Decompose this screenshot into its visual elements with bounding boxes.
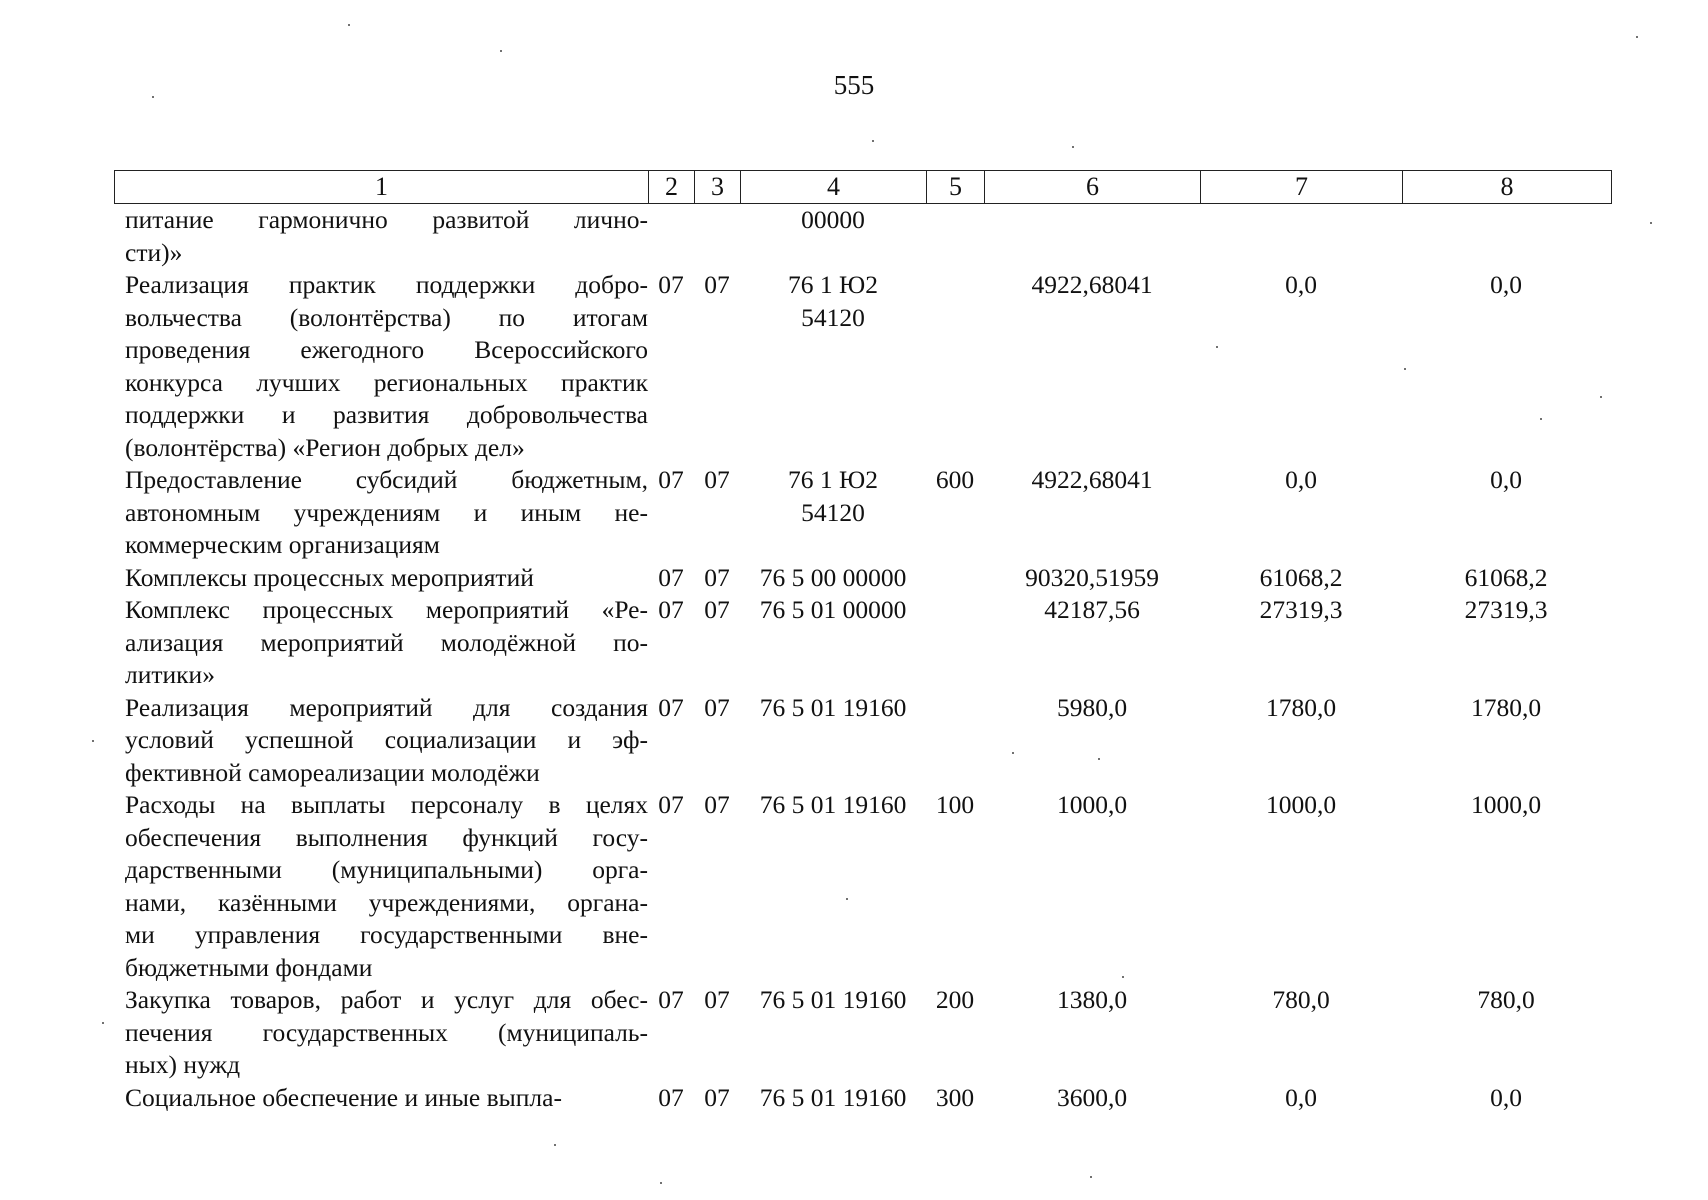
row-subsection: 07 xyxy=(704,692,730,722)
row-amount-col7: 0,0 xyxy=(1285,270,1317,299)
row-target-code xyxy=(740,984,926,1017)
row-name-line: печения государственных (муниципаль- xyxy=(125,1017,648,1047)
scan-speck xyxy=(348,24,350,26)
row-target-code-line: 76 5 01 00000 xyxy=(759,595,907,624)
scan-speck xyxy=(846,898,848,900)
row-amount-col6: 3600,0 xyxy=(1056,1082,1128,1112)
row-name-line: Комплекс процессных мероприятий «Ре- xyxy=(125,595,648,624)
row-amount-col8: 0,0 xyxy=(1490,465,1522,494)
row-name-line: поддержки и развития добровольчества xyxy=(125,400,648,429)
row-amount-col7: 780,0 xyxy=(1272,985,1330,1014)
row-amount-col8: 1000,0 xyxy=(1470,790,1542,819)
row-amount-col8: 780,0 xyxy=(1477,985,1535,1014)
row-name xyxy=(114,562,648,595)
row-name xyxy=(114,204,648,269)
row-name xyxy=(114,984,648,1082)
scan-speck xyxy=(660,1182,662,1184)
row-name-line: ных) нужд xyxy=(125,1050,241,1079)
row-target-code-line: 76 5 01 19160 xyxy=(759,985,907,1014)
table-row xyxy=(114,594,1612,692)
scan-speck xyxy=(872,140,874,142)
header-col-4: 4 xyxy=(741,171,927,203)
scan-speck xyxy=(1072,146,1074,148)
table-row xyxy=(114,789,1612,984)
row-target-code-line: 54120 xyxy=(801,302,865,332)
row-subsection: 07 xyxy=(704,270,730,299)
header-col-6: 6 xyxy=(985,171,1201,203)
row-expense-type: 100 xyxy=(935,790,975,819)
table-row xyxy=(114,562,1612,595)
row-section: 07 xyxy=(658,985,684,1014)
table-row xyxy=(114,1082,1612,1115)
row-amount-col6: 4922,68041 xyxy=(1031,270,1153,299)
header-col-7: 7 xyxy=(1201,171,1403,203)
row-section: 07 xyxy=(658,790,684,819)
row-section: 07 xyxy=(658,595,684,624)
row-expense-type: 300 xyxy=(935,1082,975,1112)
row-amount-col6: 1000,0 xyxy=(1056,790,1128,819)
row-name-line: Предоставление субсидий бюджетным, xyxy=(125,465,648,494)
scan-speck xyxy=(102,1022,104,1024)
row-section: 07 xyxy=(658,270,684,299)
row-name-line: питание гармонично развитой лично- xyxy=(125,205,648,234)
row-section: 07 xyxy=(658,562,684,592)
row-amount-col6: 1380,0 xyxy=(1056,985,1128,1014)
row-target-code xyxy=(740,692,926,725)
row-name-line: ми управления государственными вне- xyxy=(125,920,648,949)
row-name-line: бюджетными фондами xyxy=(125,952,373,982)
row-target-code-line: 76 5 01 19160 xyxy=(759,692,907,722)
row-amount-col7: 0,0 xyxy=(1285,465,1317,494)
row-target-code-line: 76 1 Ю2 xyxy=(788,270,878,299)
scan-speck xyxy=(554,1144,556,1146)
row-section: 07 xyxy=(658,1082,684,1112)
row-amount-col7: 27319,3 xyxy=(1259,595,1343,624)
row-amount-col7: 61068,2 xyxy=(1259,562,1343,592)
header-col-3: 3 xyxy=(695,171,741,203)
row-expense-type: 200 xyxy=(935,985,975,1014)
row-name-line: нами, казёнными учреждениями, органа- xyxy=(125,887,648,917)
row-amount-col6: 5980,0 xyxy=(1056,692,1128,722)
row-subsection: 07 xyxy=(704,595,730,624)
row-target-code xyxy=(740,204,926,237)
row-name-line: автономным учреждениям и иным не- xyxy=(125,497,648,527)
row-amount-col7: 1000,0 xyxy=(1265,790,1337,819)
row-target-code xyxy=(740,789,926,822)
row-name-line: коммерческим организациям xyxy=(125,530,440,559)
table-row xyxy=(114,984,1612,1082)
row-name-line: конкурса лучших региональных практик xyxy=(125,367,648,397)
row-target-code xyxy=(740,594,926,627)
header-col-2: 2 xyxy=(649,171,695,203)
scan-speck xyxy=(1098,758,1100,760)
scan-speck xyxy=(1216,346,1218,348)
scan-speck xyxy=(92,740,94,742)
row-name-line: Социальное обеспечение и иные выпла- xyxy=(125,1082,562,1112)
row-name-line: ализация мероприятий молодёжной по- xyxy=(125,627,648,657)
table-row xyxy=(114,204,1612,269)
row-amount-col7: 1780,0 xyxy=(1265,692,1337,722)
row-amount-col6: 42187,56 xyxy=(1044,595,1140,624)
scan-speck xyxy=(1600,396,1602,398)
row-amount-col7: 0,0 xyxy=(1285,1082,1317,1112)
row-amount-col8: 27319,3 xyxy=(1464,595,1548,624)
header-col-1: 1 xyxy=(115,171,649,203)
scan-speck xyxy=(500,50,502,52)
scan-speck xyxy=(152,96,154,98)
table-row xyxy=(114,269,1612,464)
row-subsection: 07 xyxy=(704,1082,730,1112)
row-amount-col8: 0,0 xyxy=(1490,270,1522,299)
row-name xyxy=(114,269,648,464)
page-number: 555 xyxy=(833,70,875,100)
row-subsection: 07 xyxy=(704,562,730,592)
row-target-code-line: 54120 xyxy=(801,497,865,527)
table-body xyxy=(114,204,1612,1114)
row-name xyxy=(114,464,648,562)
row-section: 07 xyxy=(658,692,684,722)
row-name-line: обеспечения выполнения функций госу- xyxy=(125,822,648,852)
row-amount-col8: 61068,2 xyxy=(1464,562,1548,592)
row-amount-col6: 90320,51959 xyxy=(1025,562,1159,592)
row-target-code xyxy=(740,269,926,334)
row-target-code xyxy=(740,464,926,529)
scan-speck xyxy=(1122,976,1124,978)
table-row xyxy=(114,464,1612,562)
scan-speck xyxy=(1012,752,1014,754)
header-col-5: 5 xyxy=(927,171,985,203)
scan-speck xyxy=(1090,1176,1092,1178)
row-name-line: условий успешной социализации и эф- xyxy=(125,725,648,754)
row-name-line: (волонтёрства) «Регион добрых дел» xyxy=(125,432,525,462)
row-name-line: сти)» xyxy=(125,237,183,267)
row-amount-col6: 4922,68041 xyxy=(1031,465,1153,494)
table-header xyxy=(114,170,1612,204)
scan-speck xyxy=(1636,36,1638,38)
scan-speck xyxy=(1404,368,1406,370)
header-col-8: 8 xyxy=(1500,172,1514,201)
row-name-line: вольчества (волонтёрства) по итогам xyxy=(125,302,648,332)
row-target-code-line: 00000 xyxy=(801,205,865,234)
row-subsection: 07 xyxy=(704,465,730,494)
row-name-line: Закупка товаров, работ и услуг для обес- xyxy=(125,985,648,1014)
table-row xyxy=(114,692,1612,790)
row-name-line: Расходы на выплаты персоналу в целях xyxy=(125,790,648,819)
row-expense-type: 600 xyxy=(935,465,975,494)
row-target-code-line: 76 5 01 19160 xyxy=(759,1082,907,1112)
row-amount-col8: 0,0 xyxy=(1490,1082,1522,1112)
row-amount-col8: 1780,0 xyxy=(1470,692,1542,722)
row-name xyxy=(114,789,648,984)
row-target-code-line: 76 5 00 00000 xyxy=(759,562,907,592)
row-name xyxy=(114,692,648,790)
row-target-code xyxy=(740,562,926,595)
row-name-line: литики» xyxy=(125,660,215,689)
row-name-line: проведения ежегодного Всероссийского xyxy=(125,335,648,364)
scan-speck xyxy=(1650,222,1652,224)
row-subsection: 07 xyxy=(704,790,730,819)
row-name-line: Реализация практик поддержки добро- xyxy=(125,270,648,299)
row-name-line: фективной самореализации молодёжи xyxy=(125,757,540,787)
row-target-code xyxy=(740,1082,926,1115)
budget-table xyxy=(114,170,1612,1114)
row-section: 07 xyxy=(658,465,684,494)
row-name-line: Комплексы процессных мероприятий xyxy=(125,562,534,592)
row-name xyxy=(114,594,648,692)
scan-speck xyxy=(1540,418,1542,420)
row-target-code-line: 76 1 Ю2 xyxy=(788,465,878,494)
row-subsection: 07 xyxy=(704,985,730,1014)
row-target-code-line: 76 5 01 19160 xyxy=(759,790,907,819)
row-name-line: Реализация мероприятий для создания xyxy=(125,692,648,722)
row-name-line: дарственными (муниципальными) орга- xyxy=(125,855,648,884)
row-name xyxy=(114,1082,648,1115)
